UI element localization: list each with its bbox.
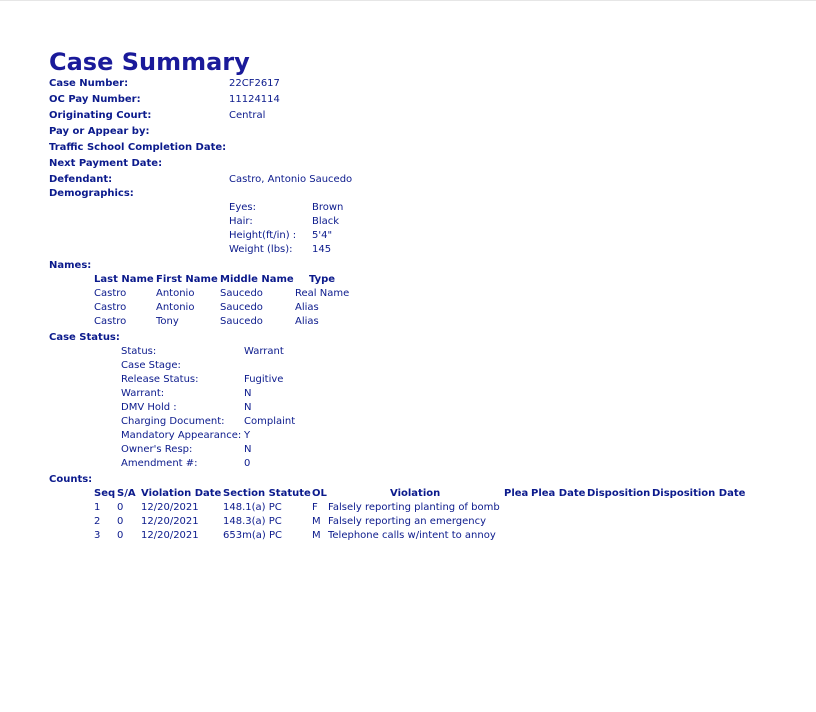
table-row-cell: Tony [156, 316, 179, 327]
table-row-cell: 12/20/2021 [141, 530, 199, 541]
demographics-label: Demographics: [49, 188, 134, 199]
owners-resp-value: N [244, 444, 252, 455]
page-title: Case Summary [49, 48, 250, 76]
counts-header-disposition: Disposition [587, 488, 651, 499]
status-value: Warrant [244, 346, 284, 357]
table-row-cell: 3 [94, 530, 101, 541]
case-number-value: 22CF2617 [229, 78, 280, 89]
names-header-last: Last Name [94, 274, 154, 285]
table-row-cell: Castro [94, 288, 127, 299]
counts-header-seq: Seq [94, 488, 116, 499]
names-label: Names: [49, 260, 92, 271]
case-stage-label: Case Stage: [121, 360, 181, 371]
charging-document-value: Complaint [244, 416, 296, 427]
hair-value: Black [312, 216, 340, 227]
pay-or-appear-label: Pay or Appear by: [49, 126, 150, 137]
defendant-label: Defendant: [49, 174, 113, 185]
table-row-cell: Castro [94, 302, 127, 313]
mandatory-appearance-value: Y [244, 430, 251, 441]
names-header-middle: Middle Name [220, 274, 294, 285]
counts-header-section-statute: Section Statute [223, 488, 311, 499]
amendment-label: Amendment #: [121, 458, 198, 469]
counts-header-ol: OL [312, 488, 327, 499]
table-row-cell: 0 [117, 530, 124, 541]
table-row-cell: Real Name [295, 288, 350, 299]
originating-court-value: Central [229, 110, 266, 121]
table-row-cell: Antonio [156, 302, 195, 313]
counts-header-plea: Plea [504, 488, 529, 499]
eyes-value: Brown [312, 202, 344, 213]
table-row-cell: Alias [295, 302, 319, 313]
defendant-value: Castro, Antonio Saucedo [229, 174, 353, 185]
page-top-border [0, 0, 816, 1]
names-header-first: First Name [156, 274, 218, 285]
table-row-cell: Castro [94, 316, 127, 327]
table-row-cell: 12/20/2021 [141, 516, 199, 527]
dmv-hold-label: DMV Hold : [121, 402, 177, 413]
table-row-cell: 2 [94, 516, 101, 527]
table-row-cell: 653m(a) PC [223, 530, 282, 541]
height-value: 5'4" [312, 230, 333, 241]
hair-label: Hair: [229, 216, 253, 227]
table-row-cell: Antonio [156, 288, 195, 299]
eyes-label: Eyes: [229, 202, 256, 213]
table-row-cell: Telephone calls w/intent to annoy [328, 530, 496, 541]
table-row-cell: Falsely reporting an emergency [328, 516, 487, 527]
next-payment-label: Next Payment Date: [49, 158, 163, 169]
warrant-label: Warrant: [121, 388, 165, 399]
case-number-label: Case Number: [49, 78, 129, 89]
table-row-cell: 148.1(a) PC [223, 502, 282, 513]
table-row-cell: M [312, 530, 321, 541]
table-row-cell: Saucedo [220, 316, 263, 327]
table-row-cell: 148.3(a) PC [223, 516, 282, 527]
counts-header-plea-date: Plea Date [531, 488, 586, 499]
originating-court-label: Originating Court: [49, 110, 152, 121]
case-status-label: Case Status: [49, 332, 120, 343]
weight-value: 145 [312, 244, 332, 255]
names-header-type: Type [309, 274, 336, 285]
counts-header-violation: Violation [390, 488, 441, 499]
traffic-school-label: Traffic School Completion Date: [49, 142, 227, 153]
table-row-cell: Falsely reporting planting of bomb [328, 502, 500, 513]
table-row-cell: F [312, 502, 318, 513]
mandatory-appearance-label: Mandatory Appearance: [121, 430, 242, 441]
table-row-cell: 12/20/2021 [141, 502, 199, 513]
release-status-label: Release Status: [121, 374, 199, 385]
owners-resp-label: Owner's Resp: [121, 444, 193, 455]
height-label: Height(ft/in) : [229, 230, 297, 241]
table-row-cell: 1 [94, 502, 101, 513]
counts-header-disposition-date: Disposition Date [652, 488, 746, 499]
release-status-value: Fugitive [244, 374, 284, 385]
weight-label: Weight (lbs): [229, 244, 293, 255]
counts-header-sa: S/A [117, 488, 136, 499]
status-label: Status: [121, 346, 157, 357]
dmv-hold-value: N [244, 402, 252, 413]
amendment-value: 0 [244, 458, 251, 469]
oc-pay-number-value: 11124114 [229, 94, 280, 105]
table-row-cell: 0 [117, 502, 124, 513]
table-row-cell: Alias [295, 316, 319, 327]
table-row-cell: Saucedo [220, 302, 263, 313]
charging-document-label: Charging Document: [121, 416, 225, 427]
table-row-cell: 0 [117, 516, 124, 527]
table-row-cell: Saucedo [220, 288, 263, 299]
oc-pay-number-label: OC Pay Number: [49, 94, 141, 105]
counts-header-violation-date: Violation Date [141, 488, 222, 499]
table-row-cell: M [312, 516, 321, 527]
counts-label: Counts: [49, 474, 93, 485]
warrant-value: N [244, 388, 252, 399]
